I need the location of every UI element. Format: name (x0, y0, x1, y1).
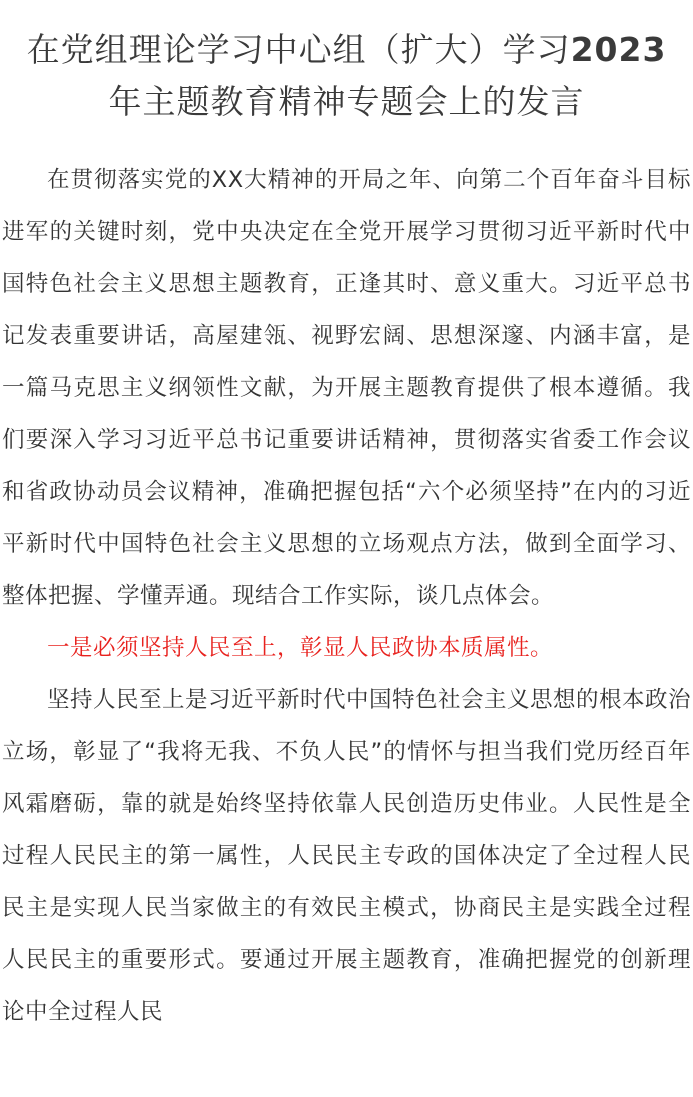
title-year: 2023 (570, 30, 667, 69)
document-title (0, 0, 693, 128)
title-line-1-text: 在党组理论学习中心组（扩大）学习 (26, 30, 571, 69)
section-heading-1: 一是必须坚持人民至上，彰显人民政协本质属性。 (47, 635, 554, 661)
title-line-1 (0, 24, 693, 76)
section-1-paragraph: 坚持人民至上是习近平新时代中国特色社会主义思想的根本政治立场，彰显了“我将无我、不负人民”的情怀与担当我们党历经百年风霜磨砺，靠的就是始终坚持依靠人民创造历史伟业。人民性是全过程人民民主的第一属性，人民民主专政的国体决定了全过程人民民主是实现人民当家做主的有效民主模式，协商民主是实践全过程人民民主的重要形式。要通过开展主题教育，准确把握党的创新理论中全过程人民 (2, 687, 692, 1025)
intro-paragraph: 在贯彻落实党的XX大精神的开局之年、向第二个百年奋斗目标进军的关键时刻，党中央决定在全党开展学习贯彻习近平新时代中国特色社会主义思想主题教育，正逢其时、意义重大。习近平总书记发表重要讲话，高屋建瓴、视野宏阔、思想深邃、内涵丰富，是一篇马克思主义纲领性文献，为开展主题教育提供了根本遵循。我们要深入学习习近平总书记重要讲话精神，贯彻落实省委工作会议和省政协动员会议精神，准确把握包括“六个必须坚持”在内的习近平新时代中国特色社会主义思想的立场观点方法，做到全面学习、整体把握、学懂弄通。现结合工作实际，谈几点体会。 (2, 167, 691, 609)
document-body (0, 154, 693, 1038)
title-line-2: 年主题教育精神专题会上的发言 (108, 82, 585, 121)
